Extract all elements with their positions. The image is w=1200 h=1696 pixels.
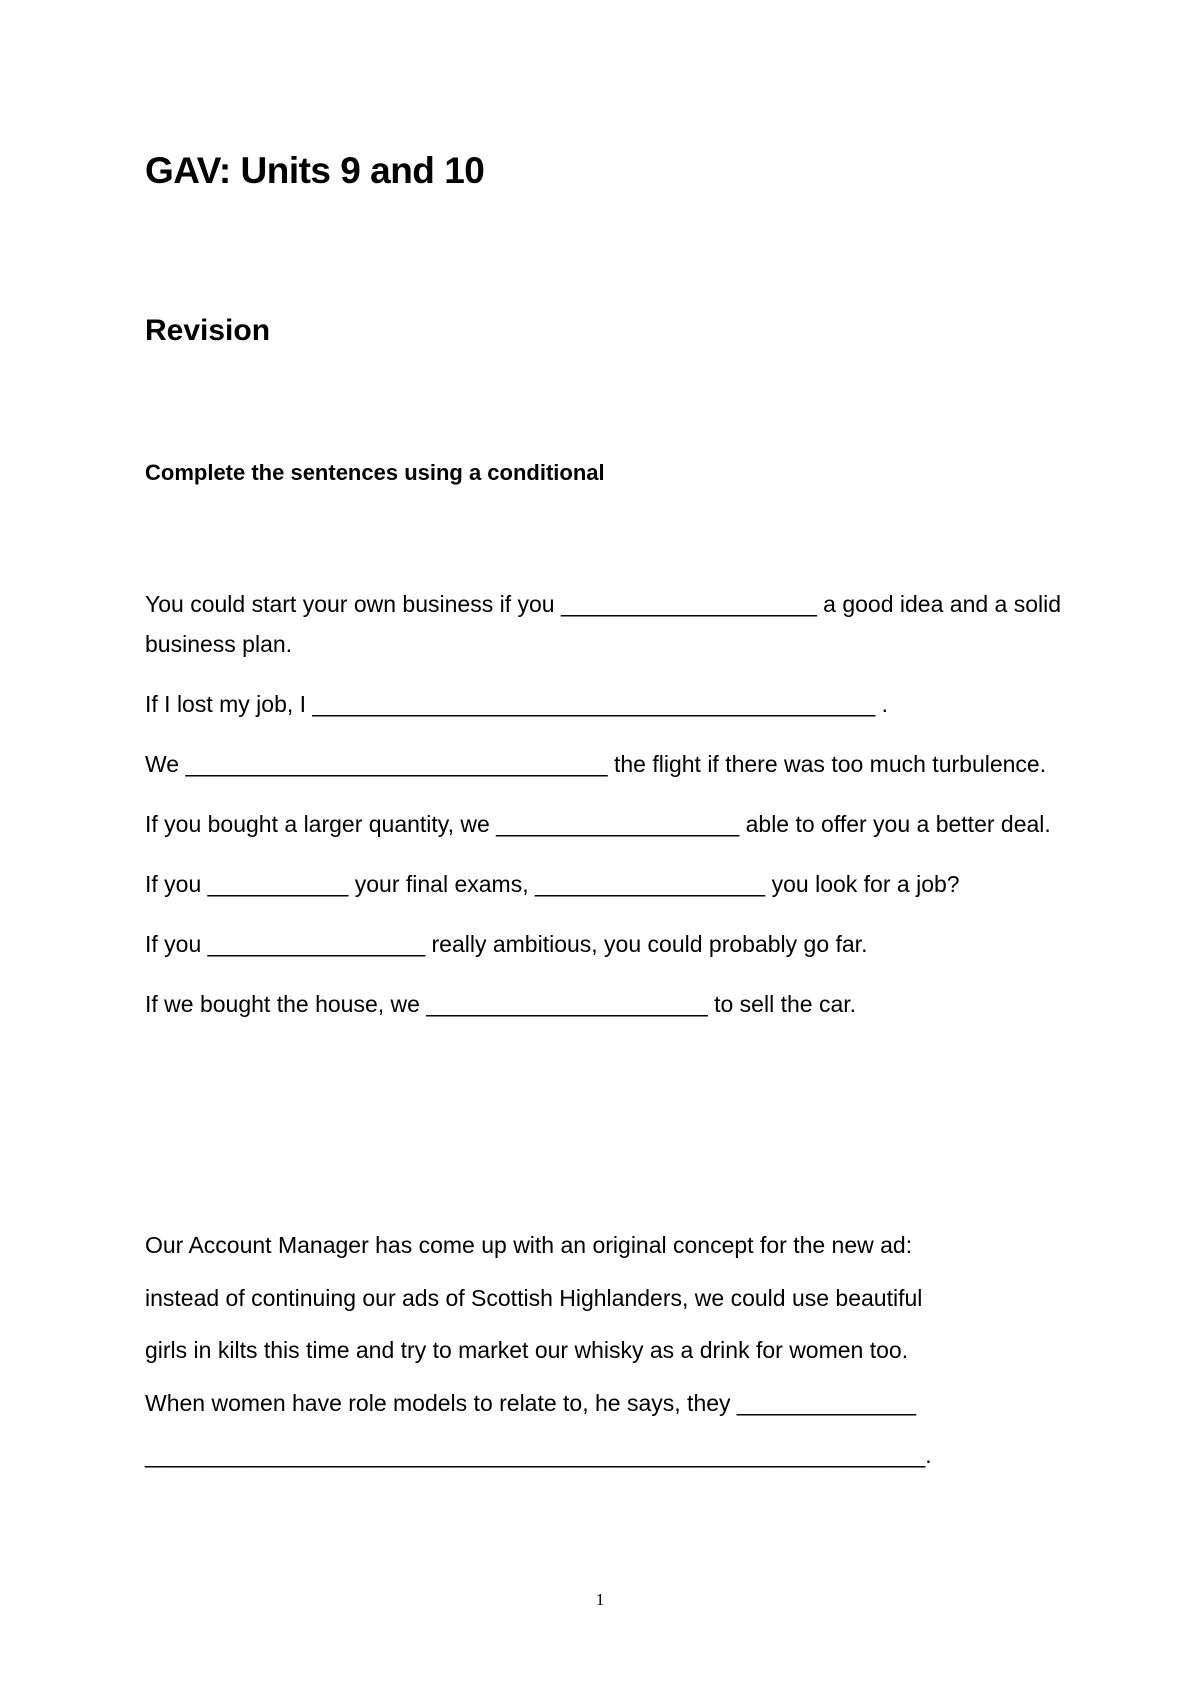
paragraph-line: When women have role models to relate to, he says, they ______________ [145,1389,916,1416]
exercise-instruction: Complete the sentences using a conditional [145,460,605,485]
exercise-sentence: If you bought a larger quantity, we ___________________ able to offer you a better deal. [145,811,1051,837]
exercise-sentence: You could start your own business if you ____________________ a good idea and a solid business plan. [145,591,1062,657]
exercise-sentence: We _________________________________ the flight if there was too much turbulence. [145,751,1047,777]
exercise-list [145,584,1070,1044]
exercise-sentence: If you ___________ your final exams, __________________ you look for a job? [145,871,960,897]
paragraph-line: _____________________________________________________________. [145,1442,932,1468]
section-heading: Revision [145,314,271,347]
document-title: GAV: Units 9 and 10 [145,150,485,191]
exercise-sentence: If I lost my job, I ____________________________________________ . [145,691,889,717]
exercise-sentence: If you _________________ really ambitious, you could probably go far. [145,931,868,957]
paragraph-line: girls in kilts this time and try to market our whisky as a drink for women too. [145,1337,909,1363]
scenario-paragraph [145,1219,1075,1482]
page-number: 1 [595,1590,605,1609]
paragraph-line: Our Account Manager has come up with an original concept for the new ad: [145,1232,913,1258]
paragraph-line: instead of continuing our ads of Scottish Highlanders, we could use beautiful [145,1284,923,1311]
exercise-sentence: If we bought the house, we ______________________ to sell the car. [145,991,857,1017]
